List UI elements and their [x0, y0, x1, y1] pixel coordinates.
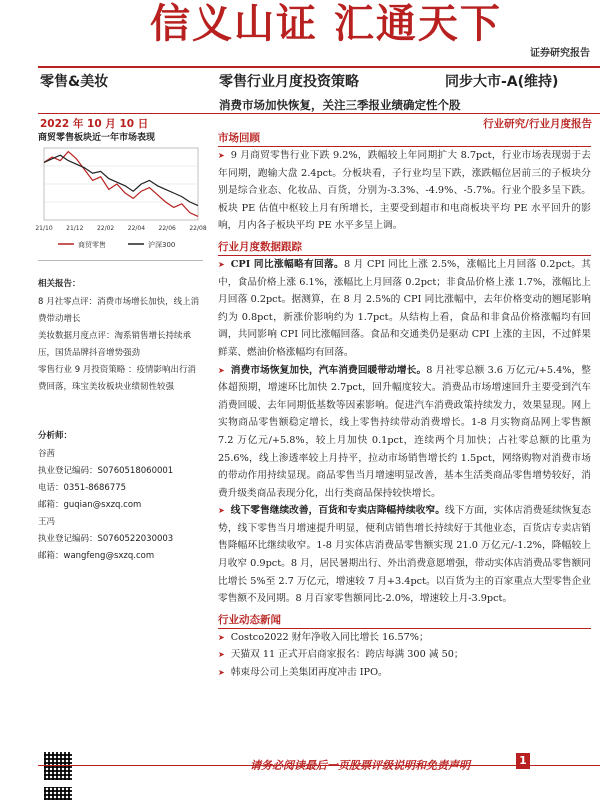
- sector-label: 零售&美妆: [40, 74, 109, 90]
- x-tick-label: 22/08: [189, 225, 207, 232]
- arrow-bullet-icon: ➤: [218, 650, 225, 660]
- qr-code-icon: [44, 752, 72, 780]
- news-list: [218, 629, 591, 682]
- section-heading: 行业月度数据跟踪: [218, 239, 591, 256]
- related-report[interactable]: 8 月社零点评：消费市场增长加快，线上消费带动增长: [38, 297, 200, 324]
- arrow-bullet-icon: ➤: [218, 365, 225, 375]
- analyst-phone: 电话：0351-8686775: [38, 483, 127, 493]
- header-divider: [38, 66, 600, 68]
- market-performance-chart: [35, 142, 207, 254]
- report-date: 2022 年 10 月 10 日: [40, 118, 149, 130]
- arrow-bullet-icon: ➤: [218, 506, 225, 516]
- news-item: ➤ Costco2022 财年净收入同比增长 16.57%；: [218, 631, 429, 643]
- report-type-tag: 证券研究报告: [530, 48, 590, 59]
- section-heading: 市场回顾: [218, 130, 591, 147]
- x-tick-label: 21/12: [66, 225, 84, 232]
- analyst-list: [38, 446, 203, 565]
- arrow-bullet-icon: ➤: [218, 632, 225, 642]
- x-tick-label: 21/10: [35, 225, 53, 232]
- rating-label: 同步大市-A(维持): [445, 74, 559, 90]
- footer-disclaimer[interactable]: 请务必阅读最后一页股票评级说明和免责声明: [250, 759, 470, 772]
- x-tick-label: 22/02: [96, 225, 115, 232]
- main-content: [218, 130, 591, 682]
- related-report[interactable]: 美妆数据月度点评：淘系销售增长持续承压，国货品牌抖音增势强劲: [38, 331, 192, 358]
- analyst-license: 执业登记编码：S0760518060001: [38, 466, 174, 476]
- paragraph: ➤ 9 月商贸零售行业下跌 9.2%，跌幅较上年同期扩大 8.7pct，行业市场表现弱于去年同期，跑输大盘 2.4pct。分板块看，子行业均呈下跌，涨跌幅位居前三的子板块分别是综合业态、化妆品、百货，分别为-3.3%、-4.9%、-5.7%。行业个股多呈下跌。板块 PE 估值中枢较上月有所增长，主要受到超市和电商板块平均 PE 水平回升的影响，月内各子板块平均 PE 水平多呈上调。: [218, 150, 591, 232]
- analyst-title: 分析师：: [38, 431, 73, 441]
- arrow-bullet-icon: ➤: [218, 151, 225, 160]
- analyst-license: 执业登记编码：S0760522030003: [38, 534, 174, 544]
- paragraph: ➤ 线下零售继续改善，百货和专卖店降幅持续收窄。线下方面，实体店消费延续恢复态势，线下零售当月增速提升明显，便利店销售增长持续好于其他业态，百货店专卖店销售降幅环比继续收窄。1-8 月实体店消费品零售额实现 21.0 万亿元/-1.2%，降幅较上月收窄 0.9pct。8 月，居民暑期出行、外出消费意愿增强，带动实体店消费品零售额同比增长 5%至 2.7 万亿元，增速较 7 月+3.4pct。以百货为主的百家重点大型零售企业零售额不及同期。8 月百家零售额同比-2.0%，增速较上月-3.9pct。: [218, 505, 591, 605]
- brand-banner: [0, 0, 600, 66]
- analyst-email[interactable]: 邮箱：wangfeng@sxzq.com: [38, 551, 155, 561]
- related-report[interactable]: 零售行业 9 月投资策略 ：疫情影响出行消费回落，珠宝美妆板块业绩韧性较强: [38, 365, 197, 392]
- report-category: 行业研究/行业月度报告: [483, 118, 592, 130]
- legend-label: 商贸零售: [78, 241, 106, 249]
- section-heading: 行业动态新闻: [218, 612, 591, 629]
- x-tick-label: 22/06: [158, 225, 176, 232]
- chart-title: 商贸零售板块近一年市场表现: [38, 133, 156, 143]
- related-reports-list: [38, 294, 203, 396]
- qr-code-icon: [44, 787, 72, 800]
- news-item: ➤ 韩束母公司上美集团再度冲击 IPO。: [218, 667, 388, 679]
- report-subtitle: 消费市场加快恢复，关注三季报业绩确定性个股: [219, 98, 461, 112]
- paragraph: ➤ 消费市场恢复加快，汽车消费回暖带动增长。8 月社零总额 3.6 万亿元/+5.4%，整体超预期，增速环比加快 2.7pct，回升幅度较大。消费品市场增速回升主要受到汽车消费回暖、去年同期低基数等因素影响。促进汽车消费政策持续发力，效果显现。网上实物商品零售额稳定增长，线上零售持续带动消费增长。1-8 月实物商品网上零售额 7.2 万亿元/+5.8%，较上月加快 0.1pct，连续两个月加快；占社零总额的比重为 25.6%，线上渗透率较上月持平，拉动市场销售增长约 1.5pct，网络购物对消费市场的带动作用持续显现。商品零售当月增速明显改善，基本生活类商品零售增势较好，消费升级类商品表现分化，出行类商品保持较快增长。: [218, 364, 591, 499]
- analyst-email[interactable]: 邮箱：guqian@sxzq.com: [38, 500, 142, 510]
- related-reports-title: 相关报告：: [38, 279, 81, 289]
- brand-slogan: 信义山证 汇通天下: [150, 0, 502, 47]
- arrow-bullet-icon: ➤: [218, 668, 225, 678]
- sidebar-divider: [38, 260, 203, 261]
- page-number: 1: [516, 753, 530, 769]
- legend-label: 沪深300: [148, 241, 176, 249]
- paragraph: ➤ CPI 同比涨幅略有回落。8 月 CPI 同比上涨 2.5%，涨幅比上月回落 0.2pct。其中，食品价格上涨 6.1%，涨幅比上月回落 0.2pct；非食品价格上涨 1.7%，涨幅比上月回落 0.2pct。据测算，在 8 月 2.5%的 CPI 同比涨幅中，去年价格变动的翘尾影响约为 0.8pct，新涨价影响约为 1.7pct。从结构上看，食品和非食品价格涨幅均有回调，共同影响 CPI 同比涨幅回落。食品和交通类仍是驱动 CPI 上涨的主因，不过鲜果鲜菜、燃油价格涨幅均有回落。: [218, 258, 591, 358]
- analyst-name: 王冯: [38, 517, 56, 527]
- x-tick-label: 22/04: [127, 225, 146, 232]
- news-item: ➤ 天猫双 11 正式开启商家报名：跨店每满 300 减 50；: [218, 649, 464, 661]
- arrow-bullet-icon: ➤: [218, 259, 225, 269]
- report-title: 零售行业月度投资策略: [219, 74, 359, 90]
- analyst-name: 谷茜: [38, 449, 56, 459]
